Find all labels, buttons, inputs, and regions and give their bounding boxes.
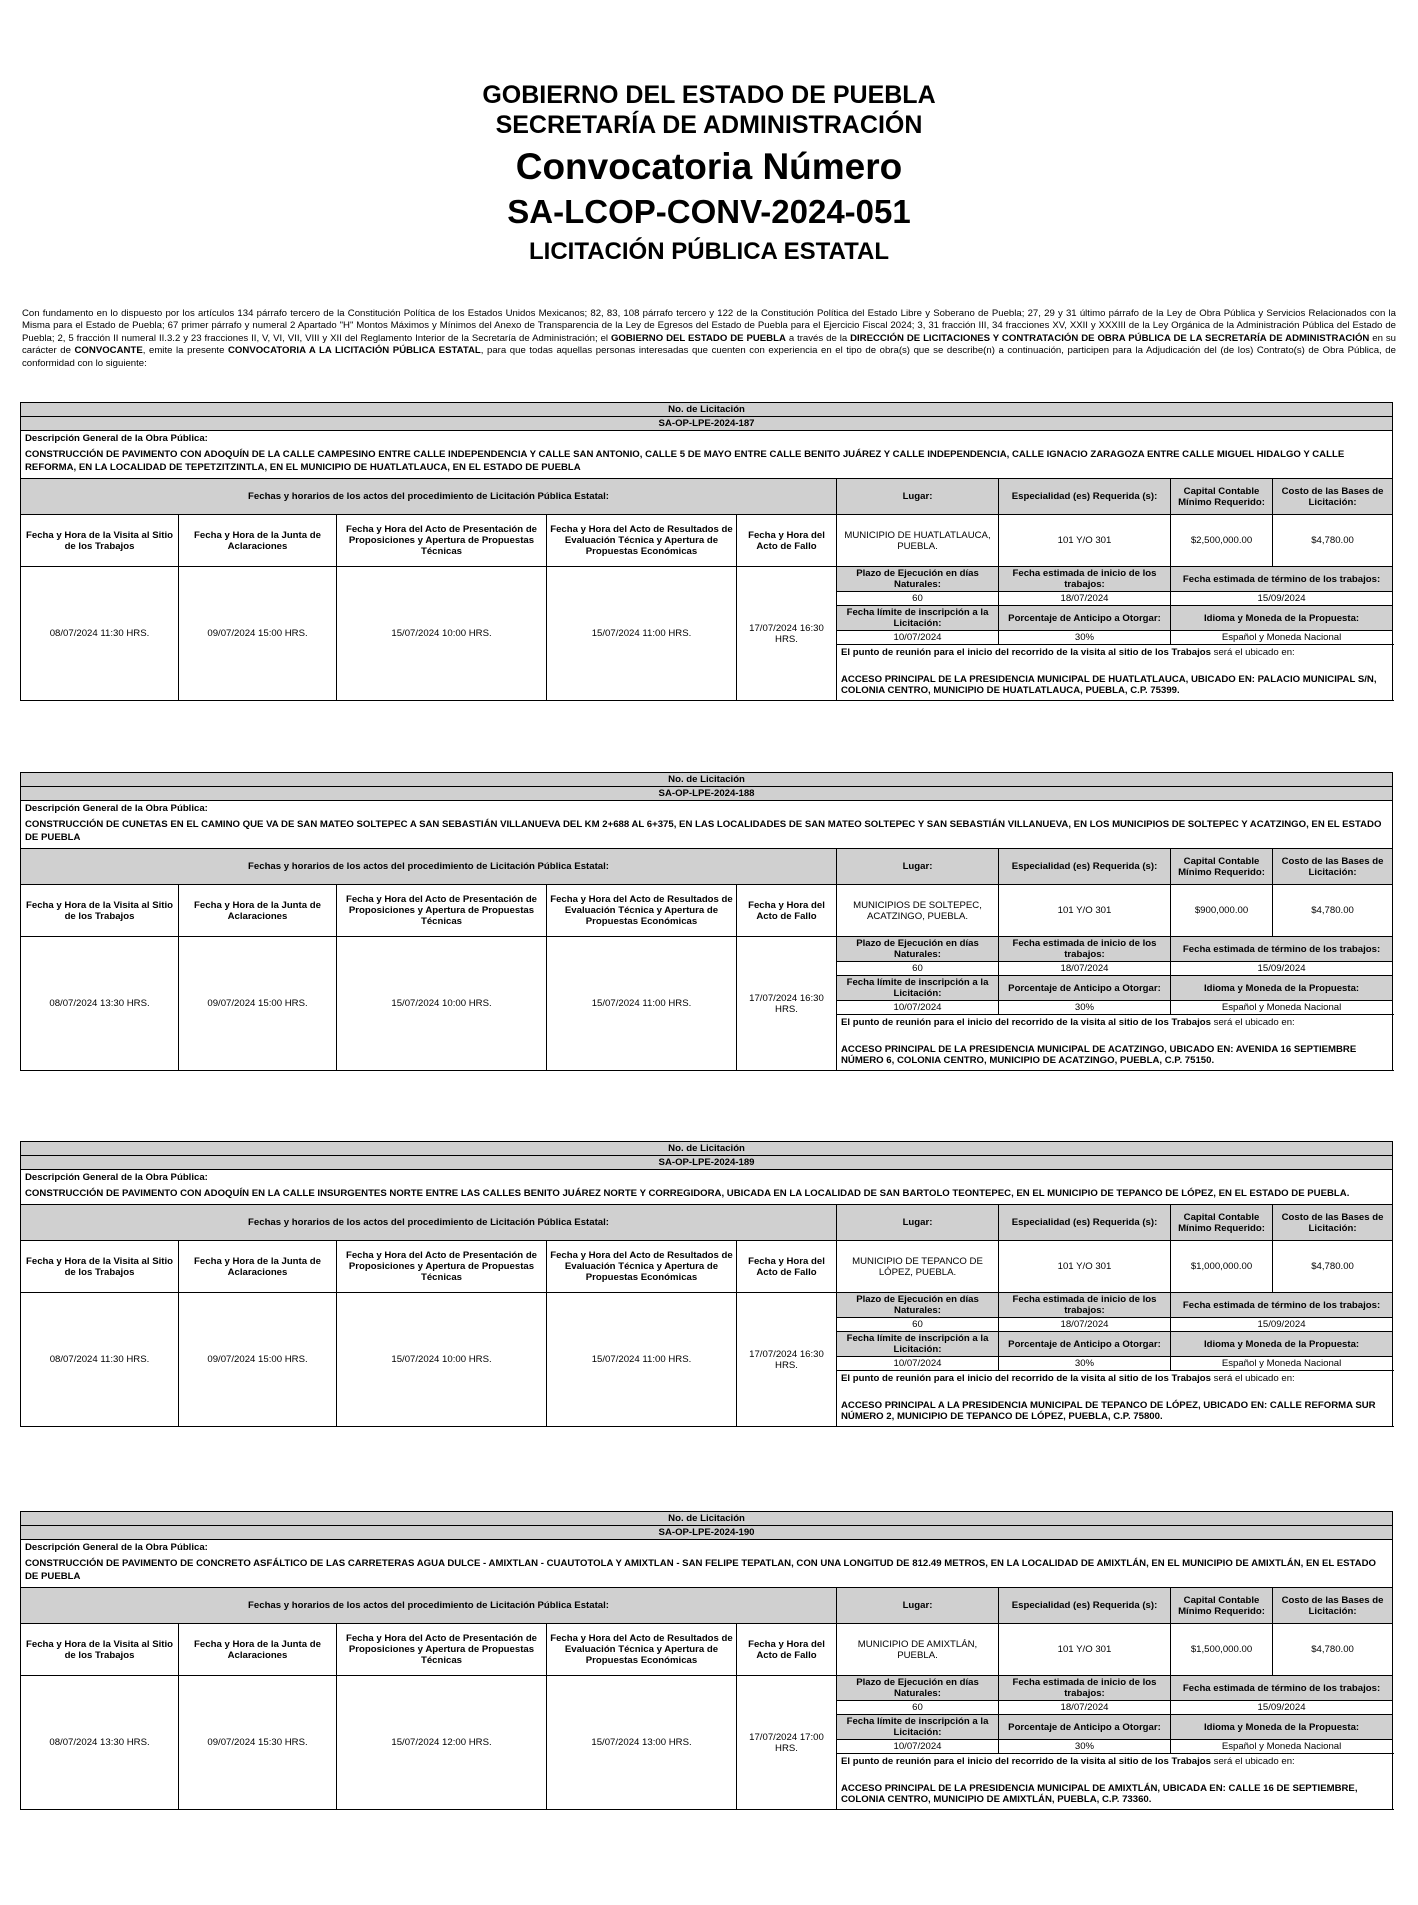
plazo-label: Plazo de Ejecución en días Naturales: — [837, 1293, 999, 1318]
no-licitacion-label: No. de Licitación — [21, 403, 1393, 417]
punto-reunion-label: El punto de reunión para el inicio del recorrido de la visita al sitio de los Trabajos será el ubicado en: — [841, 1756, 1295, 1767]
presentacion-label: Fecha y Hora del Acto de Presentación de Proposiciones y Apertura de Propuestas Técnicas — [337, 885, 547, 937]
punto-reunion-label: El punto de reunión para el inicio del recorrido de la visita al sitio de los Trabajos será el ubicado en: — [841, 1373, 1295, 1384]
descripcion-text: CONSTRUCCIÓN DE PAVIMENTO CON ADOQUÍN DE LA CALLE CAMPESINO ENTRE CALLE INDEPENDENCIA Y CALLE SAN ANTONIO, CALLE 5 DE MAYO ENTRE CALLE BENITO JUÁREZ Y CALLE INDEPENDENCIA, CALLE IGNACIO ZARAGOZA ENTRE CALLE MIGUEL HIDALGO Y CALLE REFORMA, EN LA LOCALIDAD DE TEPETZITZINTLA, EN EL MUNICIPIO DE HUATLATLAUCA, EN EL ESTADO DE PUEBLA — [25, 449, 1345, 473]
fechas-horarios-label: Fechas y horarios de los actos del procedimiento de Licitación Pública Estatal: — [21, 1588, 837, 1624]
anticipo-value: 30% — [999, 631, 1171, 645]
punto-reunion-direccion: ACCESO PRINCIPAL A LA PRESIDENCIA MUNICIPAL DE TEPANCO DE LÓPEZ, UBICADO EN: CALLE REFORMA SUR NÚMERO 2, MUNICIPIO DE TEPANCO DE LÓPEZ, PUEBLA, C.P. 75800. — [841, 1400, 1376, 1422]
lugar-label: Lugar: — [837, 849, 999, 885]
descripcion-text: CONSTRUCCIÓN DE PAVIMENTO CON ADOQUÍN EN LA CALLE INSURGENTES NORTE ENTRE LAS CALLES BENITO JUÁREZ NORTE Y CORREGIDORA, UBICADA EN LA LOCALIDAD DE SAN BARTOLO TEONTEPEC, EN EL MUNICIPIO DE TEPANCO DE LÓPEZ, EN EL ESTADO DE PUEBLA. — [25, 1188, 1350, 1199]
junta-label: Fecha y Hora de la Junta de Aclaraciones — [179, 1624, 337, 1676]
document-header — [0, 80, 1418, 270]
plazo-label: Plazo de Ejecución en días Naturales: — [837, 567, 999, 592]
descripcion-text: CONSTRUCCIÓN DE PAVIMENTO DE CONCRETO ASFÁLTICO DE LAS CARRETERAS AGUA DULCE - AMIXTLAN - CUAUTOTOLA Y AMIXTLAN - SAN FELIPE TEPATLAN, CON UNA LONGITUD DE 812.49 METROS, EN LA LOCALIDAD DE AMIXTLÁN, EN EL MUNICIPIO DE AMIXTLÁN, EN EL ESTADO DE PUEBLA — [25, 1558, 1376, 1582]
capital-label: Capital Contable Mínimo Requerido: — [1171, 1588, 1273, 1624]
licitacion-card — [20, 772, 1392, 1071]
plazo-value: 60 — [837, 1318, 999, 1332]
presentacion-value: 15/07/2024 12:00 HRS. — [337, 1676, 547, 1810]
visita-value: 08/07/2024 13:30 HRS. — [21, 937, 179, 1071]
capital-value: $1,000,000.00 — [1171, 1241, 1273, 1293]
header-convocatoria-label: Convocatoria Número — [515, 146, 903, 187]
termino-label: Fecha estimada de término de los trabajos: — [1171, 567, 1393, 592]
especialidad-value: 101 Y/O 301 — [999, 885, 1171, 937]
presentacion-value: 15/07/2024 10:00 HRS. — [337, 567, 547, 701]
visita-value: 08/07/2024 11:30 HRS. — [21, 567, 179, 701]
anticipo-label: Porcentaje de Anticipo a Otorgar: — [999, 606, 1171, 631]
anticipo-value: 30% — [999, 1001, 1171, 1015]
fallo-label: Fecha y Hora del Acto de Fallo — [737, 1241, 837, 1293]
inicio-label: Fecha estimada de inicio de los trabajos: — [999, 1293, 1171, 1318]
descripcion-text: CONSTRUCCIÓN DE CUNETAS EN EL CAMINO QUE VA DE SAN MATEO SOLTEPEC A SAN SEBASTIÁN VILLANUEVA DEL KM 2+688 AL 6+375, EN LAS LOCALIDADES DE SAN MATEO SOLTEPEC Y SAN SEBASTIÁN VILLANUEVA, EN LOS MUNICIPIOS DE SOLTEPEC Y ACATZINGO, EN EL ESTADO DE PUEBLA — [25, 819, 1382, 843]
limite-label: Fecha límite de inscripción a la Licitación: — [837, 1715, 999, 1740]
descripcion-label: Descripción General de la Obra Pública: — [25, 433, 208, 444]
lugar-label: Lugar: — [837, 1205, 999, 1241]
resultados-value: 15/07/2024 13:00 HRS. — [547, 1676, 737, 1810]
anticipo-label: Porcentaje de Anticipo a Otorgar: — [999, 1332, 1171, 1357]
plazo-value: 60 — [837, 1701, 999, 1715]
limite-label: Fecha límite de inscripción a la Licitación: — [837, 1332, 999, 1357]
junta-label: Fecha y Hora de la Junta de Aclaraciones — [179, 515, 337, 567]
idioma-label: Idioma y Moneda de la Propuesta: — [1171, 606, 1393, 631]
idioma-value: Español y Moneda Nacional — [1171, 1740, 1393, 1754]
plazo-value: 60 — [837, 962, 999, 976]
inicio-value: 18/07/2024 — [999, 592, 1171, 606]
fechas-horarios-label: Fechas y horarios de los actos del procedimiento de Licitación Pública Estatal: — [21, 1205, 837, 1241]
fallo-value: 17/07/2024 17:00 HRS. — [737, 1676, 837, 1810]
inicio-label: Fecha estimada de inicio de los trabajos: — [999, 1676, 1171, 1701]
inicio-label: Fecha estimada de inicio de los trabajos: — [999, 937, 1171, 962]
licitacion-card — [20, 1141, 1392, 1427]
resultados-label: Fecha y Hora del Acto de Resultados de Evaluación Técnica y Apertura de Propuestas Económicas — [547, 515, 737, 567]
especialidad-value: 101 Y/O 301 — [999, 1624, 1171, 1676]
capital-value: $2,500,000.00 — [1171, 515, 1273, 567]
junta-value: 09/07/2024 15:00 HRS. — [179, 937, 337, 1071]
especialidad-label: Especialidad (es) Requerida (s): — [999, 479, 1171, 515]
presentacion-value: 15/07/2024 10:00 HRS. — [337, 937, 547, 1071]
limite-value: 10/07/2024 — [837, 1740, 999, 1754]
lugar-label: Lugar: — [837, 1588, 999, 1624]
termino-label: Fecha estimada de término de los trabajos: — [1171, 937, 1393, 962]
termino-value: 15/09/2024 — [1171, 962, 1393, 976]
junta-label: Fecha y Hora de la Junta de Aclaraciones — [179, 1241, 337, 1293]
capital-label: Capital Contable Mínimo Requerido: — [1171, 479, 1273, 515]
no-licitacion-label: No. de Licitación — [21, 1142, 1393, 1156]
licitacion-card — [20, 1511, 1392, 1810]
visita-value: 08/07/2024 13:30 HRS. — [21, 1676, 179, 1810]
capital-value: $1,500,000.00 — [1171, 1624, 1273, 1676]
licitacion-number: SA-OP-LPE-2024-187 — [21, 417, 1393, 431]
inicio-value: 18/07/2024 — [999, 962, 1171, 976]
costo-bases-label: Costo de las Bases de Licitación: — [1273, 1588, 1393, 1624]
fallo-label: Fecha y Hora del Acto de Fallo — [737, 1624, 837, 1676]
plazo-value: 60 — [837, 592, 999, 606]
capital-value: $900,000.00 — [1171, 885, 1273, 937]
limite-label: Fecha límite de inscripción a la Licitación: — [837, 976, 999, 1001]
visita-label: Fecha y Hora de la Visita al Sitio de los Trabajos — [21, 885, 179, 937]
visita-value: 08/07/2024 11:30 HRS. — [21, 1293, 179, 1427]
punto-reunion-direccion: ACCESO PRINCIPAL DE LA PRESIDENCIA MUNICIPAL DE AMIXTLÁN, UBICADA EN: CALLE 16 DE SEPTIEMBRE, COLONIA CENTRO, MUNICIPIO DE AMIXTLÁN, PUEBLA, C.P. 73360. — [841, 1783, 1358, 1805]
costo-bases-value: $4,780.00 — [1273, 1624, 1393, 1676]
limite-value: 10/07/2024 — [837, 631, 999, 645]
licitacion-card — [20, 402, 1392, 701]
junta-value: 09/07/2024 15:00 HRS. — [179, 1293, 337, 1427]
licitacion-number: SA-OP-LPE-2024-189 — [21, 1156, 1393, 1170]
costo-bases-label: Costo de las Bases de Licitación: — [1273, 479, 1393, 515]
termino-value: 15/09/2024 — [1171, 1318, 1393, 1332]
presentacion-label: Fecha y Hora del Acto de Presentación de Proposiciones y Apertura de Propuestas Técnicas — [337, 515, 547, 567]
costo-bases-label: Costo de las Bases de Licitación: — [1273, 849, 1393, 885]
fallo-value: 17/07/2024 16:30 HRS. — [737, 1293, 837, 1427]
fechas-horarios-label: Fechas y horarios de los actos del procedimiento de Licitación Pública Estatal: — [21, 479, 837, 515]
punto-reunion-direccion: ACCESO PRINCIPAL DE LA PRESIDENCIA MUNICIPAL DE HUATLATLAUCA, UBICADO EN: PALACIO MUNICIPAL S/N, COLONIA CENTRO, MUNICIPIO DE HUATLATLAUCA, PUEBLA, C.P. 75399. — [841, 674, 1377, 696]
fallo-value: 17/07/2024 16:30 HRS. — [737, 567, 837, 701]
plazo-label: Plazo de Ejecución en días Naturales: — [837, 1676, 999, 1701]
termino-label: Fecha estimada de término de los trabajos: — [1171, 1293, 1393, 1318]
no-licitacion-label: No. de Licitación — [21, 773, 1393, 787]
visita-label: Fecha y Hora de la Visita al Sitio de los Trabajos — [21, 1241, 179, 1293]
junta-value: 09/07/2024 15:30 HRS. — [179, 1676, 337, 1810]
costo-bases-value: $4,780.00 — [1273, 885, 1393, 937]
resultados-label: Fecha y Hora del Acto de Resultados de Evaluación Técnica y Apertura de Propuestas Económicas — [547, 1241, 737, 1293]
lugar-value: MUNICIPIO DE HUATLATLAUCA, PUEBLA. — [837, 515, 999, 567]
licitacion-number: SA-OP-LPE-2024-190 — [21, 1526, 1393, 1540]
presentacion-label: Fecha y Hora del Acto de Presentación de Proposiciones y Apertura de Propuestas Técnicas — [337, 1624, 547, 1676]
idioma-value: Español y Moneda Nacional — [1171, 1357, 1393, 1371]
visita-label: Fecha y Hora de la Visita al Sitio de los Trabajos — [21, 515, 179, 567]
especialidad-label: Especialidad (es) Requerida (s): — [999, 1205, 1171, 1241]
licitacion-number: SA-OP-LPE-2024-188 — [21, 787, 1393, 801]
idioma-label: Idioma y Moneda de la Propuesta: — [1171, 1332, 1393, 1357]
capital-label: Capital Contable Mínimo Requerido: — [1171, 1205, 1273, 1241]
plazo-label: Plazo de Ejecución en días Naturales: — [837, 937, 999, 962]
visita-label: Fecha y Hora de la Visita al Sitio de los Trabajos — [21, 1624, 179, 1676]
termino-label: Fecha estimada de término de los trabajos: — [1171, 1676, 1393, 1701]
especialidad-value: 101 Y/O 301 — [999, 1241, 1171, 1293]
lugar-value: MUNICIPIO DE AMIXTLÁN, PUEBLA. — [837, 1624, 999, 1676]
fallo-label: Fecha y Hora del Acto de Fallo — [737, 515, 837, 567]
punto-reunion-direccion: ACCESO PRINCIPAL DE LA PRESIDENCIA MUNICIPAL DE ACATZINGO, UBICADO EN: AVENIDA 16 SEPTIEMBRE NÚMERO 6, COLONIA CENTRO, MUNICIPIO DE ACATZINGO, PUEBLA, C.P. 75150. — [841, 1044, 1357, 1066]
header-government: GOBIERNO DEL ESTADO DE PUEBLA — [482, 81, 936, 109]
idioma-label: Idioma y Moneda de la Propuesta: — [1171, 1715, 1393, 1740]
termino-value: 15/09/2024 — [1171, 1701, 1393, 1715]
fallo-label: Fecha y Hora del Acto de Fallo — [737, 885, 837, 937]
especialidad-label: Especialidad (es) Requerida (s): — [999, 1588, 1171, 1624]
punto-reunion-label: El punto de reunión para el inicio del recorrido de la visita al sitio de los Trabajos será el ubicado en: — [841, 647, 1295, 658]
inicio-value: 18/07/2024 — [999, 1701, 1171, 1715]
lugar-label: Lugar: — [837, 479, 999, 515]
costo-bases-label: Costo de las Bases de Licitación: — [1273, 1205, 1393, 1241]
idioma-value: Español y Moneda Nacional — [1171, 1001, 1393, 1015]
header-convocatoria-number: SA-LCOP-CONV-2024-051 — [507, 193, 911, 230]
costo-bases-value: $4,780.00 — [1273, 1241, 1393, 1293]
resultados-label: Fecha y Hora del Acto de Resultados de Evaluación Técnica y Apertura de Propuestas Económicas — [547, 885, 737, 937]
inicio-value: 18/07/2024 — [999, 1318, 1171, 1332]
junta-value: 09/07/2024 15:00 HRS. — [179, 567, 337, 701]
especialidad-label: Especialidad (es) Requerida (s): — [999, 849, 1171, 885]
fechas-horarios-label: Fechas y horarios de los actos del procedimiento de Licitación Pública Estatal: — [21, 849, 837, 885]
resultados-value: 15/07/2024 11:00 HRS. — [547, 937, 737, 1071]
limite-label: Fecha límite de inscripción a la Licitación: — [837, 606, 999, 631]
limite-value: 10/07/2024 — [837, 1001, 999, 1015]
lugar-value: MUNICIPIOS DE SOLTEPEC, ACATZINGO, PUEBLA. — [837, 885, 999, 937]
presentacion-label: Fecha y Hora del Acto de Presentación de Proposiciones y Apertura de Propuestas Técnicas — [337, 1241, 547, 1293]
capital-label: Capital Contable Mínimo Requerido: — [1171, 849, 1273, 885]
header-licitacion-type: LICITACIÓN PÚBLICA ESTATAL — [529, 238, 889, 265]
punto-reunion-label: El punto de reunión para el inicio del recorrido de la visita al sitio de los Trabajos será el ubicado en: — [841, 1017, 1295, 1028]
anticipo-value: 30% — [999, 1740, 1171, 1754]
intro-paragraph: Con fundamento en lo dispuesto por los artículos 134 párrafo tercero de la Constitución Política de los Estados Unidos Mexicanos; 82, 83, 108 párrafo tercero y 122 de la Constitución Política del Estado Libre y Soberano de Puebla; 27, 29 y 31 último párrafo de la Ley de Obra Pública y Servicios Relacionados con la Misma para el Estado de Puebla; 67 primer párrafo y numeral 2 Apartado "H" Montos Máximos y Mínimos del Anexo de Transparencia de la Ley de Egresos del Estado de Puebla para el Ejercicio Fiscal 2024; 3, 31 fracción III, 34 fracciones XV, XXII y XXXIII de la Ley Orgánica de la Administración Pública del Estado de Puebla; 2, 5 fracción II numeral II.3.2 y 23 fracciones II, V, VI, VII, VIII y XII del Reglamento Interior de la Secretaría de Administración; el GOBIERNO DEL ESTADO DE PUEBLA a través de la DIRECCIÓN DE LICITACIONES Y CONTRATACIÓN DE OBRA PÚBLICA DE LA SECRETARÍA DE ADMINISTRACIÓN en su carácter de CONVOCANTE, emite la presente CONVOCATORIA A LA LICITACIÓN PÚBLICA ESTATAL, para que todas aquellas personas interesadas que cuenten con experiencia en el tipo de obra(s) que se describe(n) a continuación, participen para la Adjudicación del (de los) Contrato(s) de Obra Pública, de conformidad con lo siguiente: — [22, 308, 1396, 369]
presentacion-value: 15/07/2024 10:00 HRS. — [337, 1293, 547, 1427]
resultados-value: 15/07/2024 11:00 HRS. — [547, 567, 737, 701]
anticipo-label: Porcentaje de Anticipo a Otorgar: — [999, 976, 1171, 1001]
fallo-value: 17/07/2024 16:30 HRS. — [737, 937, 837, 1071]
idioma-value: Español y Moneda Nacional — [1171, 631, 1393, 645]
idioma-label: Idioma y Moneda de la Propuesta: — [1171, 976, 1393, 1001]
inicio-label: Fecha estimada de inicio de los trabajos: — [999, 567, 1171, 592]
junta-label: Fecha y Hora de la Junta de Aclaraciones — [179, 885, 337, 937]
termino-value: 15/09/2024 — [1171, 592, 1393, 606]
resultados-label: Fecha y Hora del Acto de Resultados de Evaluación Técnica y Apertura de Propuestas Económicas — [547, 1624, 737, 1676]
no-licitacion-label: No. de Licitación — [21, 1512, 1393, 1526]
resultados-value: 15/07/2024 11:00 HRS. — [547, 1293, 737, 1427]
anticipo-label: Porcentaje de Anticipo a Otorgar: — [999, 1715, 1171, 1740]
header-secretariat: SECRETARÍA DE ADMINISTRACIÓN — [495, 111, 923, 139]
anticipo-value: 30% — [999, 1357, 1171, 1371]
especialidad-value: 101 Y/O 301 — [999, 515, 1171, 567]
descripcion-label: Descripción General de la Obra Pública: — [25, 803, 208, 814]
lugar-value: MUNICIPIO DE TEPANCO DE LÓPEZ, PUEBLA. — [837, 1241, 999, 1293]
descripcion-label: Descripción General de la Obra Pública: — [25, 1172, 208, 1183]
descripcion-label: Descripción General de la Obra Pública: — [25, 1542, 208, 1553]
limite-value: 10/07/2024 — [837, 1357, 999, 1371]
costo-bases-value: $4,780.00 — [1273, 515, 1393, 567]
